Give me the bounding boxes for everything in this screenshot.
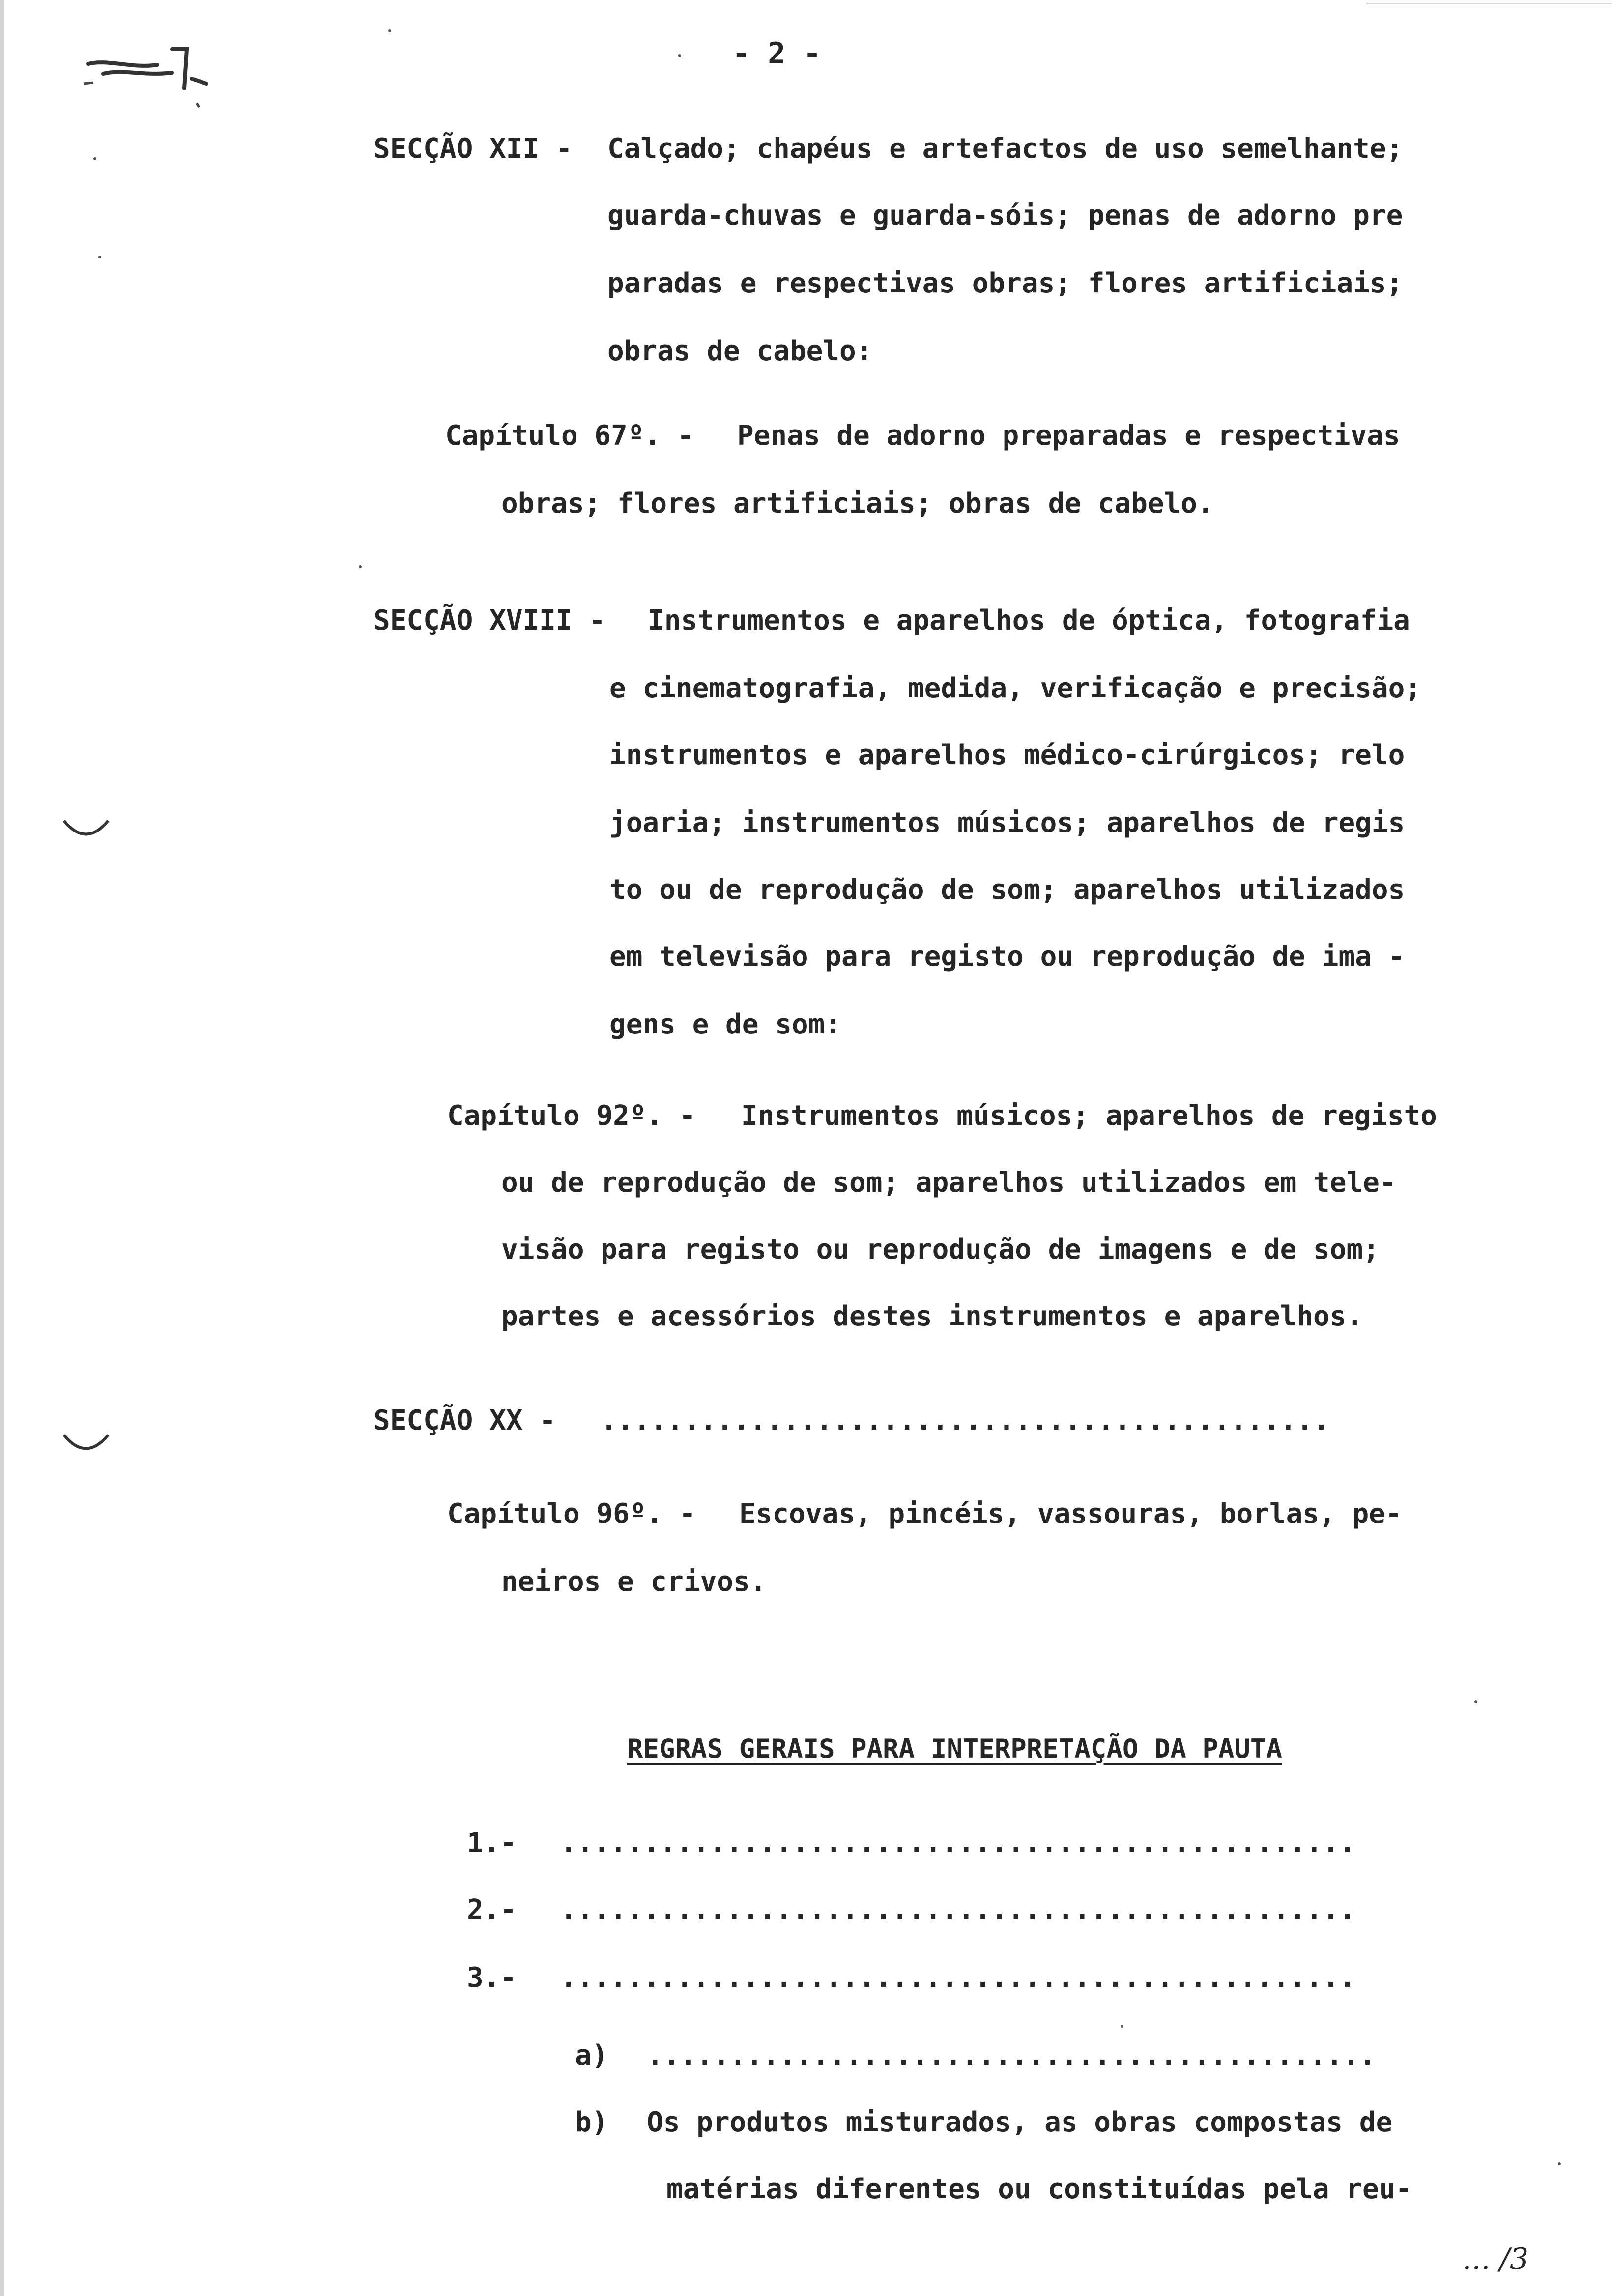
rule-1-label: 1.-: [467, 1827, 517, 1859]
subrule-a-dots: ............................................: [647, 2039, 1376, 2071]
rule-3-label: 3.-: [467, 1962, 517, 1994]
rule-1-dots: ................................................: [560, 1827, 1356, 1859]
subrule-b-line-1: Os produtos misturados, as obras compostas de: [647, 2106, 1393, 2138]
section-xii-label: SECÇÃO XII -: [374, 133, 573, 165]
chapter-67-line-2: obras; flores artificiais; obras de cabelo.: [501, 488, 1214, 519]
section-xviii-line-3: instrumentos e aparelhos médico-cirúrgicos; relo: [609, 739, 1405, 771]
chapter-96-line-1: Escovas, pincéis, vassouras, borlas, pe-: [739, 1498, 1402, 1530]
speck: [388, 29, 391, 32]
chapter-67-line-1: Penas de adorno preparadas e respectivas: [737, 420, 1400, 452]
speck: [93, 157, 96, 160]
subrule-b-label: b): [575, 2106, 608, 2138]
chapter-92-line-3: visão para registo ou reprodução de imagens e de som;: [501, 1234, 1380, 1265]
speck: [1474, 1700, 1477, 1703]
section-xii-line-3: paradas e respectivas obras; flores artificiais;: [607, 267, 1403, 299]
rules-heading: REGRAS GERAIS PARA INTERPRETAÇÃO DA PAUTA: [627, 1733, 1282, 1764]
section-xviii-line-6: em televisão para registo ou reprodução de ima -: [609, 941, 1405, 973]
chapter-67-label: Capítulo 67º. -: [445, 420, 694, 452]
binder-hole-mark: [59, 811, 113, 845]
section-xviii-line-1: Instrumentos e aparelhos de óptica, fotografia: [648, 604, 1410, 636]
page-edge: [0, 0, 4, 2296]
section-xx-dots: ............................................: [601, 1405, 1330, 1436]
section-xii-line-1: Calçado; chapéus e artefactos de uso semelhante;: [607, 133, 1403, 165]
section-xviii-line-2: e cinematografia, medida, verificação e precisão;: [609, 672, 1422, 704]
speck: [1121, 2025, 1123, 2028]
top-edge-line: [1366, 3, 1612, 4]
section-xviii-line-4: joaria; instrumentos músicos; aparelhos de regis: [609, 807, 1405, 839]
speck: [1558, 2162, 1561, 2165]
speck: [359, 565, 362, 568]
section-xviii-line-5: to ou de reprodução de som; aparelhos utilizados: [609, 874, 1405, 906]
rule-2-label: 2.-: [467, 1894, 517, 1926]
chapter-92-label: Capítulo 92º. -: [447, 1100, 696, 1132]
speck: [98, 256, 101, 258]
section-xviii-line-7: gens e de som:: [609, 1008, 842, 1040]
section-xii-line-4: obras de cabelo:: [607, 335, 873, 367]
handwritten-scrawl: [74, 29, 216, 108]
section-xviii-label: SECÇÃO XVIII -: [374, 604, 606, 636]
rule-3-dots: ................................................: [560, 1962, 1356, 1994]
chapter-92-line-1: Instrumentos músicos; aparelhos de registo: [741, 1100, 1438, 1132]
section-xx-label: SECÇÃO XX -: [374, 1405, 556, 1436]
subrule-b-line-2: matérias diferentes ou constituídas pela reu-: [666, 2173, 1412, 2205]
continuation-marker: ... /3: [1462, 2242, 1528, 2276]
rule-2-dots: ................................................: [560, 1894, 1356, 1926]
speck: [678, 54, 681, 57]
subrule-a-label: a): [575, 2039, 608, 2071]
chapter-92-line-4: partes e acessórios destes instrumentos e aparelhos.: [501, 1300, 1363, 1332]
binder-hole-mark: [59, 1425, 113, 1460]
page-number: - 2 -: [732, 36, 821, 71]
section-xii-line-2: guarda-chuvas e guarda-sóis; penas de adorno pre: [607, 200, 1403, 231]
chapter-96-label: Capítulo 96º. -: [447, 1498, 696, 1530]
chapter-92-line-2: ou de reprodução de som; aparelhos utilizados em tele-: [501, 1167, 1396, 1199]
chapter-96-line-2: neiros e crivos.: [501, 1566, 767, 1598]
